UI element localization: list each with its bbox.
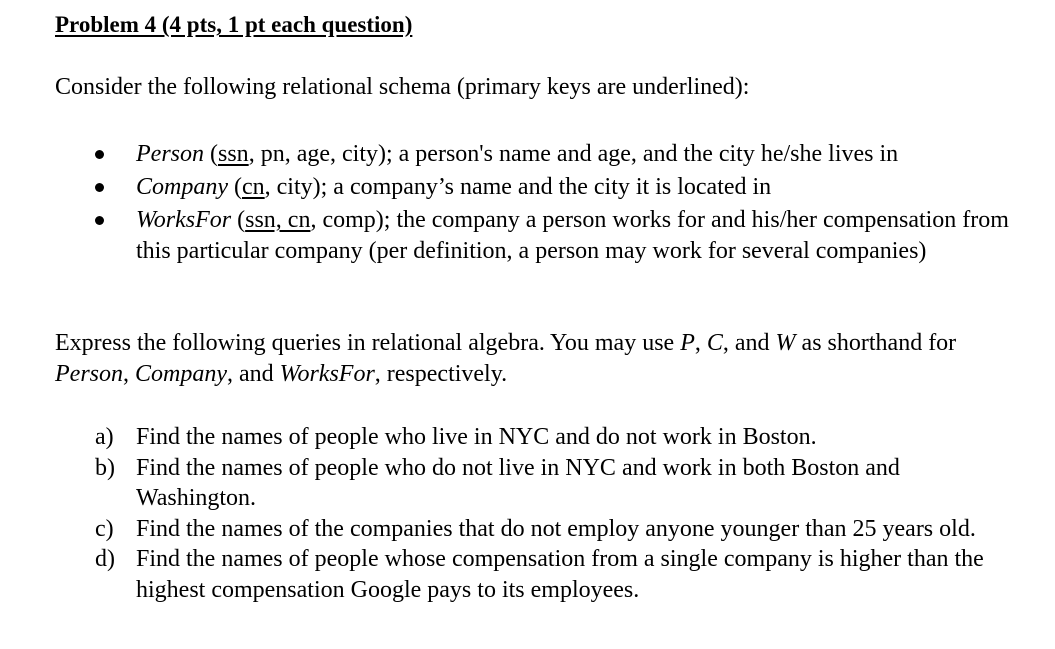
primary-key: ssn, cn: [245, 207, 311, 233]
shorthand-w: W: [775, 330, 796, 356]
question-list: [0, 422, 1055, 605]
relation-description: , comp); the company a person works for and his/her compensation from this particular company (per definition, a person may work for several companies): [136, 207, 1009, 264]
relation-open: (: [228, 174, 242, 200]
question-item: [0, 514, 1055, 545]
question-item: [0, 544, 1055, 605]
question-item: [0, 453, 1055, 514]
question-text: Find the names of people who do not live in NYC and work in both Boston and Washington.: [136, 454, 900, 511]
instructions-text: ,: [694, 330, 707, 356]
question-marker: b): [95, 454, 115, 481]
question-text: Find the names of people whose compensation from a single company is higher than the highest compensation Google pays to its employees.: [136, 546, 984, 603]
instructions-text: , and: [227, 361, 280, 387]
instructions-paragraph: [55, 328, 1035, 390]
primary-key: ssn: [218, 141, 249, 167]
schema-list: [0, 139, 1055, 267]
primary-key: cn: [242, 174, 265, 200]
bullet-icon: [95, 183, 104, 192]
relation-name: Company: [135, 361, 227, 387]
schema-item-person: [0, 139, 1055, 170]
instructions-text: ,: [123, 361, 135, 387]
relation-name: Person: [136, 141, 204, 167]
instructions-text: , respectively.: [374, 361, 508, 387]
question-marker: a): [95, 424, 114, 450]
schema-item-company: [0, 172, 1055, 203]
question-text: Find the names of the companies that do not employ anyone younger than 25 years old.: [136, 515, 976, 542]
question-item: [0, 422, 1055, 453]
instructions-text: as shorthand for: [795, 330, 957, 356]
schema-item-worksfor: [0, 205, 1055, 267]
relation-description: , pn, age, city); a person's name and age, and the city he/she lives in: [248, 141, 899, 167]
problem-title: Problem 4 (4 pts, 1 pt each question): [55, 12, 413, 37]
shorthand-c: C: [706, 330, 723, 356]
instructions-text: Express the following queries in relational algebra. You may use: [55, 330, 681, 356]
relation-name: WorksFor: [279, 361, 375, 387]
question-marker: d): [95, 546, 115, 572]
shorthand-p: P: [680, 330, 695, 356]
question-text: Find the names of people who live in NYC and do not work in Boston.: [136, 424, 817, 450]
relation-name: WorksFor: [136, 207, 232, 233]
relation-name: Company: [136, 174, 228, 200]
bullet-icon: [95, 150, 104, 159]
relation-open: (: [231, 207, 246, 233]
question-marker: c): [95, 515, 114, 542]
relation-open: (: [204, 141, 218, 167]
bullet-icon: [95, 216, 104, 225]
schema-intro: Consider the following relational schema (primary keys are underlined):: [55, 74, 750, 100]
relation-description: , city); a company’s name and the city it is located in: [264, 174, 772, 200]
relation-name: Person: [55, 361, 123, 387]
instructions-text: , and: [722, 330, 776, 356]
